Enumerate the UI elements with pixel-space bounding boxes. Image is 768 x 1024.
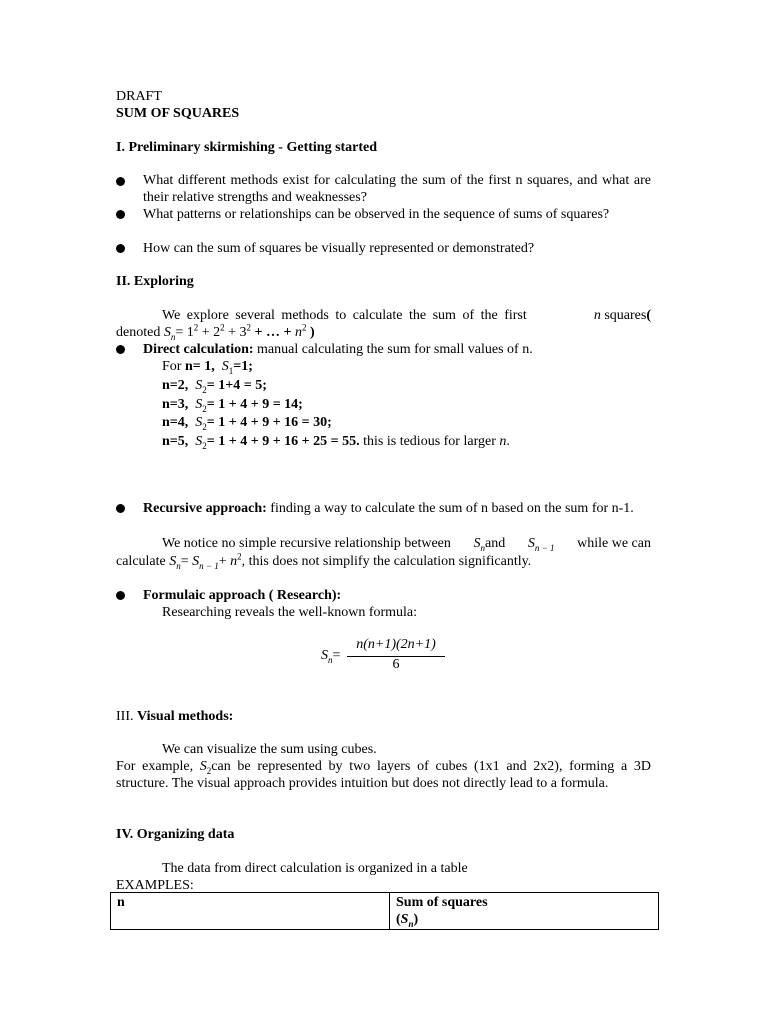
section1-bullet-3: How can the sum of squares be visually represented or demonstrated? (143, 241, 535, 256)
math-n: n (230, 554, 238, 569)
math-S: S (195, 378, 203, 393)
math-S: S (192, 554, 200, 569)
math-sub: 2 (202, 384, 207, 395)
notice-while: while we can (577, 536, 651, 551)
document-title: SUM OF SQUARES (116, 106, 240, 121)
examples-label: EXAMPLES: (116, 878, 194, 893)
math-eq: = (332, 648, 341, 663)
formula-denominator: 6 (392, 657, 400, 672)
math-S: S (195, 434, 203, 449)
math-exp: 2 (246, 322, 252, 333)
calc-row-n: n=3, (162, 397, 189, 412)
section4-heading: IV. Organizing data (116, 827, 235, 842)
math-term: + 2 (198, 325, 221, 340)
math-sub: 2 (202, 403, 207, 414)
math-term: + … + (251, 325, 296, 340)
bullet-icon (116, 591, 125, 600)
math-sub: n − 1 (199, 560, 219, 571)
math-S: S (221, 359, 229, 374)
math-end: ) (306, 325, 315, 340)
intro-text: We explore several methods to calculate the sum of the first (162, 308, 527, 323)
intro-paren: ( (646, 308, 651, 323)
math-exp: 2 (302, 322, 307, 333)
formula-label: Formulaic approach ( Research): (143, 588, 342, 603)
calc-row-expr: = 1+4 = 5; (206, 378, 267, 393)
notice-line (162, 535, 651, 552)
direct-calc-line (143, 341, 533, 358)
recursive-text: finding a way to calculate the sum of n based on the sum for n-1. (270, 501, 634, 516)
math-sub: n (170, 331, 176, 342)
math-S: S (473, 536, 481, 551)
calc-line (116, 553, 531, 570)
bullet-icon (116, 210, 125, 219)
math-S: S (169, 554, 177, 569)
math-S: S (195, 415, 203, 430)
denoted-line (116, 324, 315, 341)
formula-intro: Researching reveals the well-known formula: (162, 605, 418, 620)
math-eq: = (180, 554, 193, 569)
section1-bullet-2: What patterns or relationships can be observed in the sequence of sums of squares? (143, 207, 610, 222)
math-sub: n − 1 (534, 542, 555, 553)
calc-row-note: this is tedious for larger (359, 434, 500, 449)
col-header-sum-label: Sum of squares (396, 895, 488, 910)
bullet-icon (116, 504, 125, 513)
section3-number: III. (116, 709, 134, 724)
denoted-text: denoted (116, 325, 161, 340)
calc-row-expr: =1; (233, 359, 253, 374)
math-S: S (400, 912, 409, 927)
table-header-row (111, 893, 659, 930)
section2-intro (162, 307, 651, 324)
math-sub: 2 (206, 765, 212, 776)
calc-row-n: n=4, (162, 415, 189, 430)
bullet-icon (116, 244, 125, 253)
math-S: S (527, 536, 535, 551)
math-sub: n (176, 560, 181, 571)
math-S: S (321, 648, 328, 663)
section2-heading: II. Exploring (116, 274, 194, 289)
recursive-label: Recursive approach: (143, 501, 267, 516)
section3-p1: We can visualize the sum using cubes. (162, 742, 377, 757)
math-sub: 1 (228, 365, 234, 376)
math-sub: n (408, 918, 414, 929)
math-S: S (199, 759, 207, 774)
math-exp: 2 (237, 551, 242, 562)
math-exp: 2 (193, 322, 199, 333)
section1-bullet-1: What different methods exist for calculating the sum of the first n squares, and what are their relative strengths and weaknesses? (143, 173, 651, 205)
formula-numerator: n(n+1)(2n+1) (356, 637, 436, 652)
paren: ( (396, 912, 401, 927)
bullet-icon (116, 345, 125, 354)
calc-row-n: n= 1, (184, 359, 215, 374)
math-n: n (499, 434, 507, 449)
p2-text: can be represented by two layers of cubes (1x1 and 2x2), forming a 3D structure. The visual approach provides intuition but does not directly lead to a formula. (116, 759, 651, 791)
calc-row-n: n=5, (162, 434, 189, 449)
math-n: n (295, 325, 303, 340)
calc-row-1 (162, 358, 253, 375)
math-S: S (195, 397, 203, 412)
calc-note: , this does not simplify the calculation significantly. (241, 554, 532, 569)
math-eq: = 1 (175, 325, 194, 340)
direct-calc-text: manual calculating the sum for small values of n. (257, 342, 533, 357)
notice-and: and (485, 536, 506, 551)
data-table (110, 892, 659, 930)
calc-row-4 (162, 414, 332, 431)
intro-n: n (593, 308, 601, 323)
calc-row-2 (162, 377, 267, 394)
section3-title: Visual methods: (137, 709, 234, 724)
calc-text: calculate (116, 554, 166, 569)
section3-heading (116, 708, 233, 725)
direct-calc-label: Direct calculation: (143, 342, 254, 357)
math-sub: n (480, 542, 486, 553)
period: . (506, 434, 510, 449)
calc-row-expr: = 1 + 4 + 9 + 16 + 25 = 55. (206, 434, 360, 449)
notice-text: We notice no simple recursive relationship between (162, 536, 451, 551)
calc-row-expr: = 1 + 4 + 9 + 16 = 30; (206, 415, 332, 430)
math-sub: n (328, 654, 333, 665)
calc-row-prefix: For (162, 359, 182, 374)
paren: ) (413, 912, 419, 927)
calc-row-5 (162, 433, 510, 450)
bullet-icon (116, 177, 125, 186)
col-header-sum (390, 893, 659, 930)
intro-squares: squares (604, 308, 647, 323)
calc-row-expr: = 1 + 4 + 9 = 14; (206, 397, 303, 412)
recursive-para (143, 500, 651, 517)
math-exp: 2 (220, 322, 225, 333)
math-sub: 2 (202, 421, 207, 432)
math-term: + 3 (224, 325, 247, 340)
math-S: S (163, 325, 171, 340)
draft-label: DRAFT (116, 89, 162, 104)
math-sub: 2 (202, 440, 207, 451)
calc-row-n: n=2, (162, 378, 189, 393)
math-plus: + (218, 554, 231, 569)
formula-lhs (321, 647, 340, 664)
section3-p2 (116, 758, 651, 792)
col-header-n: n (111, 893, 390, 930)
section4-p1: The data from direct calculation is organized in a table (162, 861, 468, 876)
p2-prefix: For example, (116, 759, 194, 774)
section1-heading: I. Preliminary skirmishing - Getting started (116, 140, 378, 155)
calc-row-3 (162, 396, 303, 413)
